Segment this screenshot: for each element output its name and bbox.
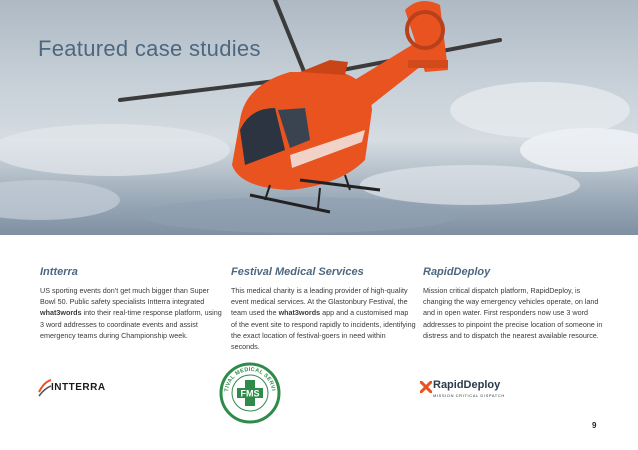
case-study-text: Mission critical dispatch platform, RapidDeploy, is changing the way emergency vehicles operate, on land and in open water. First responders now use 3 word addresses to pinpoint the precise location of someone in distress and to dispatch the nearest available resource. xyxy=(423,286,603,340)
rapiddeploy-x-icon xyxy=(420,381,432,393)
intterra-logo-text: INTTERRA xyxy=(51,382,106,393)
page-number: 9 xyxy=(592,421,597,430)
case-study-text: This medical charity is a leading provider of high-quality event medical services. At the Glastonbury Festival, the team used the what3words app and a customised map of the event site to respond rapidly to incidents, identifying the exact location of festival-goers in need within seconds. xyxy=(231,286,416,352)
rapiddeploy-logo-text: RapidDeploy xyxy=(433,379,501,391)
fms-badge-icon xyxy=(219,362,281,424)
fms-logo-text: TIVAL MEDICAL SERVI xyxy=(223,366,276,393)
case-study-title: Festival Medical Services xyxy=(231,266,364,278)
fms-abbr: FMS xyxy=(240,388,260,399)
intterra-logo xyxy=(38,378,128,398)
case-study-title: RapidDeploy xyxy=(423,266,491,278)
case-study-rapiddeploy xyxy=(423,266,608,341)
case-study-festival-medical-services xyxy=(231,266,416,352)
case-study-text: US sporting events don’t get much bigger than Super Bowl 50. Public safety specialists Intterra integrated what3words into their real-time response platform, using 3 word addresses to coordinate events and assist emergency teams during Championship week. xyxy=(40,286,222,340)
rapiddeploy-tagline: MISSION CRITICAL DISPATCH xyxy=(433,393,505,398)
page-title: Featured case studies xyxy=(38,36,261,61)
case-study-intterra xyxy=(40,266,225,341)
rapiddeploy-logo xyxy=(420,378,520,402)
intterra-swoosh-icon xyxy=(38,378,52,398)
case-study-title: Intterra xyxy=(40,266,78,278)
fms-logo xyxy=(219,362,281,424)
